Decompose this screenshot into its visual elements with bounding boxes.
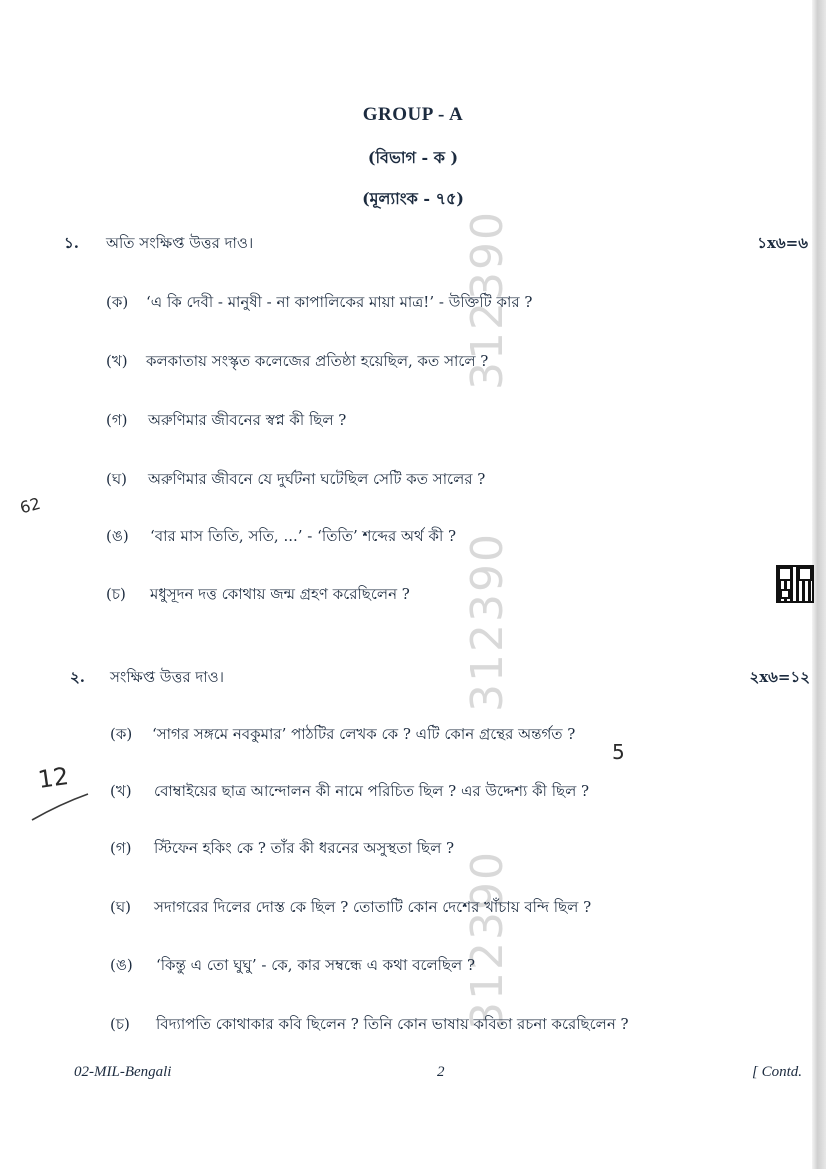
sub-question-text: বিদ্যাপতি কোথাকার কবি ছিলেন ? তিনি কোন ভাষায় কবিতা রচনা করেছিলেন ? <box>156 1015 629 1033</box>
sub-question-2e <box>0 954 826 982</box>
question-instruction: অতি সংক্ষিপ্ত উত্তর দাও। <box>106 234 254 252</box>
sub-question-1d <box>0 468 826 496</box>
sub-question-label: (ঙ) <box>110 956 133 974</box>
handwritten-note-12: 12 <box>36 762 71 794</box>
sub-question-text: সদাগরের দিলের দোস্ত কে ছিল ? তোতাটি কোন দেশের খাঁচায় বন্দি ছিল ? <box>154 898 592 916</box>
paper-code: 02-MIL-Bengali <box>74 1064 172 1080</box>
sub-question-label: (চ) <box>106 585 126 603</box>
question-number: ২. <box>70 668 85 686</box>
sub-question-2d <box>0 896 826 924</box>
sub-question-text: ‘বার মাস তিতি, সতি, ...’ - ‘তিতি’ শব্দের অর্থ কী ? <box>150 527 457 545</box>
sub-question-text: অরুণিমার জীবনের স্বপ্ন কী ছিল ? <box>148 411 347 429</box>
sub-question-text: বোম্বাইয়ের ছাত্র আন্দোলন কী নামে পরিচিত ছিল ? এর উদ্দেশ্য কী ছিল ? <box>154 782 590 800</box>
sub-question-1a <box>0 291 826 319</box>
sub-question-label: (ঘ) <box>106 470 127 488</box>
question-number: ১. <box>64 234 79 252</box>
sub-question-label: (ঘ) <box>110 898 131 916</box>
sub-question-1b <box>0 350 826 378</box>
watermark-3: 312390 <box>462 850 513 1030</box>
sub-question-label: (ক) <box>106 293 129 311</box>
continued-note: [ Contd. <box>752 1064 803 1080</box>
qr-code <box>776 565 814 603</box>
sub-question-text: মধুসূদন দত্ত কোথায় জন্ম গ্রহণ করেছিলেন ? <box>150 585 410 603</box>
sub-question-2b <box>0 780 826 808</box>
sub-question-text: ‘সাগর সঙ্গমে নবকুমার’ পাঠটির লেখক কে ? এটি কোন গ্রন্থের অন্তর্গত ? <box>152 725 576 743</box>
handwritten-note-5: 5 <box>612 740 625 764</box>
sub-question-1e <box>0 525 826 553</box>
sub-question-2c <box>0 837 826 865</box>
sub-question-label: (খ) <box>110 782 132 800</box>
sub-question-label: (ঙ) <box>106 527 129 545</box>
sub-question-text: স্টিফেন হকিং কে ? তাঁর কী ধরনের অসুস্থতা ছিল ? <box>154 839 455 857</box>
watermark-1: 312390 <box>462 210 513 390</box>
sub-question-label: (ক) <box>110 725 133 743</box>
sub-question-label: (গ) <box>106 411 128 429</box>
sub-question-2f <box>0 1013 826 1041</box>
question-instruction: সংক্ষিপ্ত উত্তর দাও। <box>110 668 224 686</box>
question-marks: ২x৬=১২ <box>749 668 810 686</box>
question-marks: ১x৬=৬ <box>757 234 808 252</box>
sub-question-label: (গ) <box>110 839 132 857</box>
question-1-header <box>0 232 826 260</box>
sub-question-2a <box>0 723 826 751</box>
marks-title: (মূল্যাংক - ৭৫) <box>362 189 464 208</box>
handwritten-underline-stroke <box>30 790 90 824</box>
sub-question-1f <box>0 583 826 611</box>
section-title: (বিভাগ - ক ) <box>367 148 459 167</box>
page-number: 2 <box>437 1064 445 1080</box>
sub-question-text: কলকাতায় সংস্কৃত কলেজের প্রতিষ্ঠা হয়েছিল, কত সালে ? <box>146 352 489 370</box>
sub-question-text: অরুণিমার জীবনে যে দুর্ঘটনা ঘটেছিল সেটি কত সালের ? <box>148 470 486 488</box>
sub-question-label: (খ) <box>106 352 128 370</box>
group-title: GROUP - A <box>362 104 464 125</box>
question-2-header <box>0 666 826 694</box>
sub-question-text: ‘কিন্তু এ তো ঘুঘু’ - কে, কার সম্বন্ধে এ কথা বলেছিল ? <box>156 956 476 974</box>
sub-question-text: ‘এ কি দেবী - মানুষী - না কাপালিকের মায়া মাত্র!’ - উক্তিটি কার ? <box>146 293 533 311</box>
watermark-2: 312390 <box>462 532 513 712</box>
sub-question-1c <box>0 409 826 437</box>
handwritten-note-62: 62 <box>17 493 43 518</box>
sub-question-label: (চ) <box>110 1015 130 1033</box>
